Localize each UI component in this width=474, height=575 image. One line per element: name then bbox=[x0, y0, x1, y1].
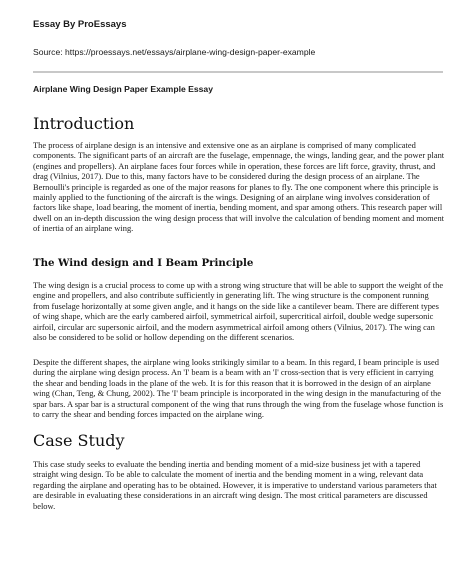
wind-design-heading: The Wind design and I Beam Principle bbox=[33, 257, 254, 269]
wind-design-paragraph-1: The wing design is a crucial process to come up with a strong wing structure that will be able to support the weight of the engine and propellers, and also contribute sufficiently in generating lift. The wing structure is the component running from fuselage horizontally at some given angle, and it hangs on the side like a cantilever beam. There are different types of wing shape, which are the early cambered airfoil, symmetrical airfoil, supercritical airfoil, double wedge supersonic airfoil, circular arc supersonic airfoil, and the modern asymmetrical airfoil among others (Vilnius, 2017). The wing can also be considered to be solid or hollow depending on the different scenarios. bbox=[33, 280, 444, 343]
introduction-paragraph: The process of airplane design is an intensive and extensive one as an airplane is comprised of many complicated components. The significant parts of an aircraft are the fuselage, empennage, the wings, landing gear, and the power plant (engines and propellers). An airplane faces four forces while in operation, these forces are lift force, gravity, thrust, and drag (Vilnius, 2017). Due to this, many factors have to be considered during the design process of an airplane. The Bernoulli's principle is regarded as one of the major reasons for planes to fly. The one component where this principle is mainly applied to the functioning of the aircraft is the wings. Designing of an airplane wing involves consideration of factors like shape, load bearing, the moment of inertia, bending moment, and spar among others. This research paper will dwell on an in-depth discussion the wing design process that will involve the calculation of bending moment and moment of inertia of an airplane wing. bbox=[33, 140, 445, 234]
case-study-paragraph: This case study seeks to evaluate the bending inertia and bending moment of a mid-size business jet with a tapered straight wing design. To be able to calculate the moment of inertia and the bending moment in a wing, relevant data regarding the airplane and operating has to be obtained. However, it is imperative to understand various parameters that are desirable in evaluating these considerations in an aircraft wing design. The most critical parameters are discussed below. bbox=[33, 459, 437, 511]
site-title: Essay By ProEssays bbox=[33, 19, 127, 30]
introduction-heading: Introduction bbox=[33, 114, 135, 133]
case-study-heading: Case Study bbox=[33, 431, 125, 450]
document-title: Airplane Wing Design Paper Example Essay bbox=[33, 84, 213, 94]
wind-design-paragraph-2: Despite the different shapes, the airplane wing looks strikingly similar to a beam. In this regard, I beam principle is used during the airplane wing design process. An 'I' beam is a beam with an 'I' cross-section that is very efficient in carrying the shear and bending loads in the plane of the web. It is for this reason that it is borrowed in the design of an airplane wing (Chan, Teng, & Chung, 2002). The 'I' beam principle is incorporated in the wing design in the manufacturing of the spar bars. A spar bar is a structural component of the wing that runs through the wing from the fuselage whose function is to carry the shear and bending forces impacted on the airplane wing. bbox=[33, 357, 444, 420]
header-divider bbox=[33, 71, 443, 73]
source-line: Source: https://proessays.net/essays/airplane-wing-design-paper-example bbox=[33, 47, 316, 57]
